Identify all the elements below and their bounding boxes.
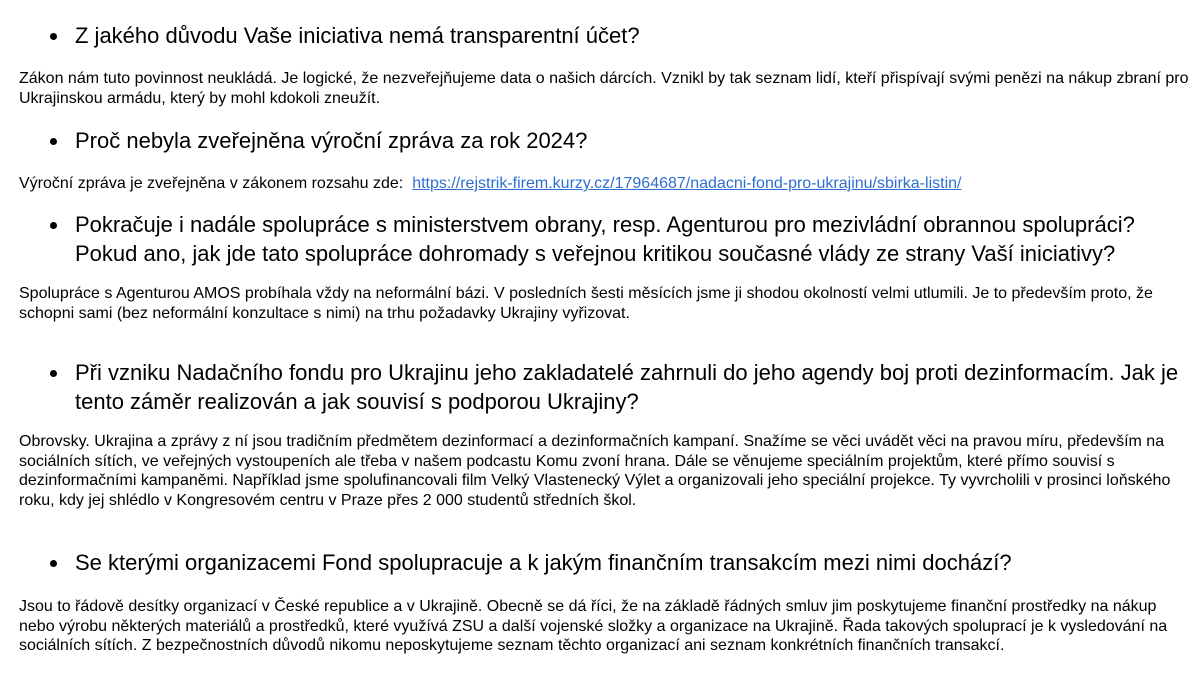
answer-partner-organizations: Jsou to řádově desítky organizací v České republice a v Ukrajině. Obecně se dá říci, že na základě řádných smluv jim poskytujeme finanční prostředky na nákup nebo výrobu některých materiálů a prostředků, které využívá ZSU a další vojenské složky a organizace na Ukrajině. Řada takových spoluprací je k vysledování na sociálních sítích. Z bezpečnostních důvodů nikomu neposkytujeme seznam těchto organizací ani seznam konkrétních finančních transakcí.	[19, 598, 1168, 654]
question-text: Z jakého důvodu Vaše iniciativa nemá transparentní účet?	[75, 23, 640, 48]
question-partner-organizations	[75, 548, 1190, 577]
annual-report-link[interactable]: https://rejstrik-firem.kurzy.cz/17964687/nadacni-fond-pro-ukrajinu/sbirka-listin/	[412, 175, 962, 192]
bullet-icon	[50, 138, 57, 145]
question-text: Se kterými organizacemi Fond spolupracuje a k jakým finančním transakcím mezi nimi dochází?	[75, 550, 1012, 575]
question-transparent-account	[75, 21, 1190, 50]
question-disinformation	[75, 358, 1190, 416]
question-text: Proč nebyla zveřejněna výroční zpráva za rok 2024?	[75, 128, 588, 153]
bullet-icon	[50, 560, 57, 567]
answer-disinformation: Obrovsky. Ukrajina a zprávy z ní jsou tradičním předmětem dezinformací a dezinformačních kampaní. Snažíme se věci uvádět věci na pravou míru, především na sociálních sítích, ve veřejných vystoupeních ale třeba v našem podcastu Komu zvoní hrana. Dále se věnujeme speciálním projektům, které přímo souvisí s dezinformačními kampaněmi. Například jsme spolufinancovali film Velký Vlastenecký Výlet a organizovali jeho speciální projekce. Ty vyvrcholili v prosinci loňského roku, kdy jej shlédlo v Kongresovém centru v Praze přes 2 000 studentů středních škol.	[19, 433, 1171, 509]
question-text: Pokračuje i nadále spolupráce s ministerstvem obrany, resp. Agenturou pro mezivládní obrannou spolupráci? Pokud ano, jak jde tato spolupráce dohromady s veřejnou kritikou současné vlády ze strany Vaší iniciativy?	[75, 212, 1135, 266]
bullet-icon	[50, 33, 57, 40]
answer-text: Výroční zpráva je zveřejněna v zákonem rozsahu zde:	[19, 175, 404, 192]
bullet-icon	[50, 370, 57, 377]
question-text: Při vzniku Nadačního fondu pro Ukrajinu jeho zakladatelé zahrnuli do jeho agendy boj proti dezinformacím. Jak je tento záměr realizován a jak souvisí s podporou Ukrajiny?	[75, 360, 1179, 414]
answer-annual-report	[19, 174, 1189, 194]
answer-defense-cooperation: Spolupráce s Agenturou AMOS probíhala vždy na neformální bázi. V posledních šesti měsících jsme ji shodou okolností velmi utlumili. Je to především proto, že schopni sami (bez neformální konzultace s nimi) na trhu požadavky Ukrajiny vyřizovat.	[19, 285, 1153, 322]
bullet-icon	[50, 222, 57, 229]
question-defense-cooperation	[75, 210, 1190, 268]
question-annual-report	[75, 126, 1190, 155]
answer-transparent-account: Zákon nám tuto povinnost neukládá. Je logické, že nezveřejňujeme data o našich dárcích. Vznikl by tak seznam lidí, kteří přispívají svými penězi na nákup zbraní pro Ukrajinskou armádu, který by mohl kdokoli zneužít.	[19, 70, 1189, 107]
